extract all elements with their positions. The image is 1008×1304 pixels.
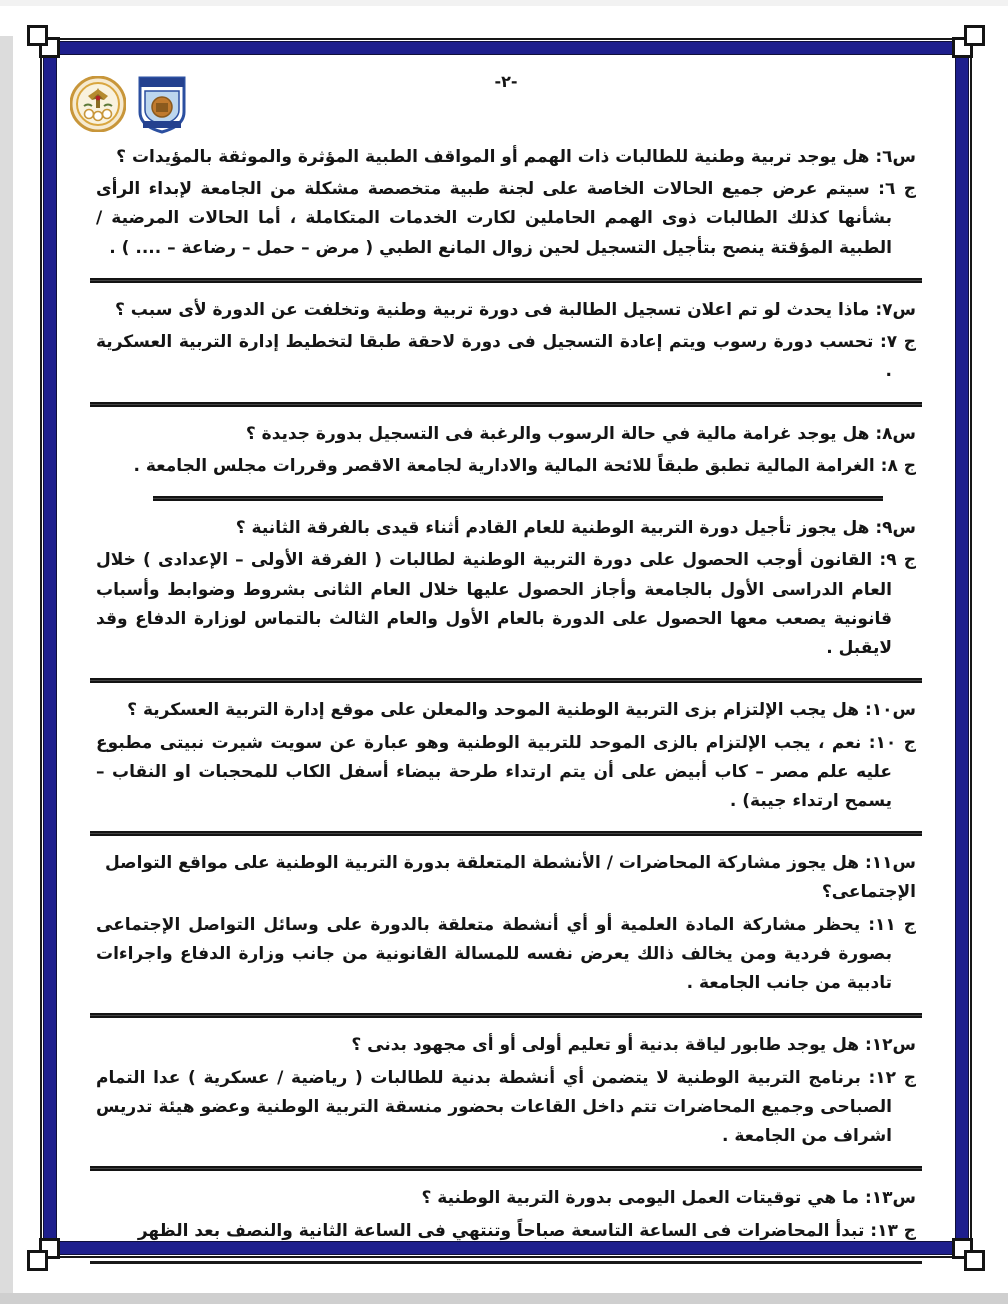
- qa-block-q9: [96, 514, 916, 663]
- answer-text: ج ١٢: برنامج التربية الوطنية لا يتضمن أي أنشطة بدنية للطالبات ( رياضية / عسكرية ) عدا التمام الصباحى وجميع المحاضرات تتم داخل القاعات بحضور منسقة التربية الوطنية وعضو هيئة تدريس اشراف من الجامعة .: [96, 1067, 916, 1147]
- answer-text: ج ٩: القانون أوجب الحصول على دورة التربية الوطنية لطالبات ( الفرقة الأولى – الإعدادى ) خلال العام الدراسى الأول بالجامعة وأجاز الحصول عليها خلال العام الثانى بشروط وضوابط وأسباب قانونية يصعب معها الحصول على الدورة بالعام الأول والعام الثالث بالتماس لوزارة الدفاع وقد لايقبل .: [96, 550, 916, 659]
- question-text: س٩: هل يجوز تأجيل دورة التربية الوطنية للعام القادم أثناء قيدى بالفرقة الثانية ؟: [235, 518, 916, 539]
- answer-text: ج ٧: تحسب دورة رسوب ويتم إعادة التسجيل فى دورة لاحقة طبقا لتخطيط إدارة التربية العسكرية .: [96, 332, 916, 382]
- section-divider: [90, 1013, 922, 1018]
- corner-square-icon: [27, 25, 48, 46]
- question-text: س١٠: هل يجب الإلتزام بزى التربية الوطنية الموحد والمعلن على موقع إدارة التربية العسكرية ؟: [127, 700, 916, 721]
- scan-edge-top: [0, 0, 1008, 6]
- section-divider: [90, 402, 922, 407]
- scan-edge-left: [0, 36, 13, 1304]
- qa-block-q13: [96, 1184, 916, 1245]
- corner-square-icon: [964, 25, 985, 46]
- answer-text: ج ٨: الغرامة المالية تطبق طبقاً للائحة المالية والادارية لجامعة الاقصر وقررات مجلس الجامعة .: [133, 455, 916, 476]
- section-divider: [90, 1261, 922, 1264]
- scan-edge-bottom: [0, 1293, 1008, 1304]
- qa-block-q11: [96, 849, 916, 998]
- faq-list: [96, 143, 916, 1264]
- qa-block-q6: [96, 143, 916, 263]
- document-content: [56, 56, 956, 1242]
- section-divider: [90, 678, 922, 683]
- section-divider: [90, 831, 922, 836]
- question-text: س٧: ماذا يحدث لو تم اعلان تسجيل الطالبة فى دورة تربية وطنية وتخلفت عن الدورة لأى سبب ؟: [115, 299, 916, 320]
- answer-text: ج ١٣: تبدأ المحاضرات فى الساعة التاسعة صباحاً وتنتهي فى الساعة الثانية والنصف بعد الظهر: [137, 1220, 916, 1241]
- question-text: س١٢: هل يوجد طابور لياقة بدنية أو تعليم أولى أو أى مجهود بدنى ؟: [351, 1035, 916, 1056]
- corner-square-icon: [27, 1250, 48, 1271]
- corner-square-icon: [964, 1250, 985, 1271]
- answer-text: ج ٦: سيتم عرض جميع الحالات الخاصة على لجنة طبية متخصصة مشكلة من الجامعة لإبداء الرأى بشأنها كذلك الطالبات ذوى الهمم الحاملين لكارت الخدمات المتكاملة ، أما الحالات المرضية / الطبية المؤقتة ينصح بتأجيل التسجيل لحين زوال المانع الطبي ( مرض – حمل – رضاعة – .... ) .: [96, 179, 916, 258]
- question-text: س٨: هل يوجد غرامة مالية في حالة الرسوب والرغبة فى التسجيل بدورة جديدة ؟: [245, 423, 916, 444]
- qa-block-q12: [96, 1031, 916, 1151]
- question-text: س٦: هل يوجد تربية وطنية للطالبات ذات الهمم أو المواقف الطبية المؤثرة والموثقة بالمؤيدات ؟: [116, 147, 916, 167]
- qa-block-q7: [96, 296, 916, 387]
- section-divider: [90, 1166, 922, 1171]
- qa-block-q10: [96, 696, 916, 816]
- section-divider: [153, 496, 883, 501]
- answer-text: ج ١٠: نعم ، يجب الإلتزام بالزى الموحد للتربية الوطنية وهو عبارة عن سويت شيرت نبيتى مطبوع عليه علم مصر – كاب أبيض على أن يتم ارتداء طرحة بيضاء أسفل الكاب للمحجبات او النقاب – يسمح ارتداء جيبة) .: [96, 732, 917, 811]
- page-number: -٢-: [494, 72, 518, 91]
- question-text: س١١: هل يجوز مشاركة المحاضرات / الأنشطة المتعلقة بدورة التربية الوطنية على مواقع التواصل الإجتماعى؟: [105, 853, 916, 903]
- section-divider: [90, 278, 922, 283]
- question-text: س١٣: ما هي توقيتات العمل اليومى بدورة التربية الوطنية ؟: [421, 1188, 916, 1209]
- answer-text: ج ١١: يحظر مشاركة المادة العلمية أو أي أنشطة متعلقة بالدورة على وسائل التواصل الإجتماعى بصورة فردية ومن يخالف ذالك يعرض نفسه للمسالة القانونية من جانب وزارة الدفاع واجراءات تادبية من جانب الجامعة .: [96, 914, 916, 994]
- luxor-university-logo-icon: [136, 74, 188, 134]
- qa-block-q8: [96, 420, 916, 481]
- military-education-emblem-icon: [70, 76, 126, 132]
- header-logos: [70, 74, 188, 134]
